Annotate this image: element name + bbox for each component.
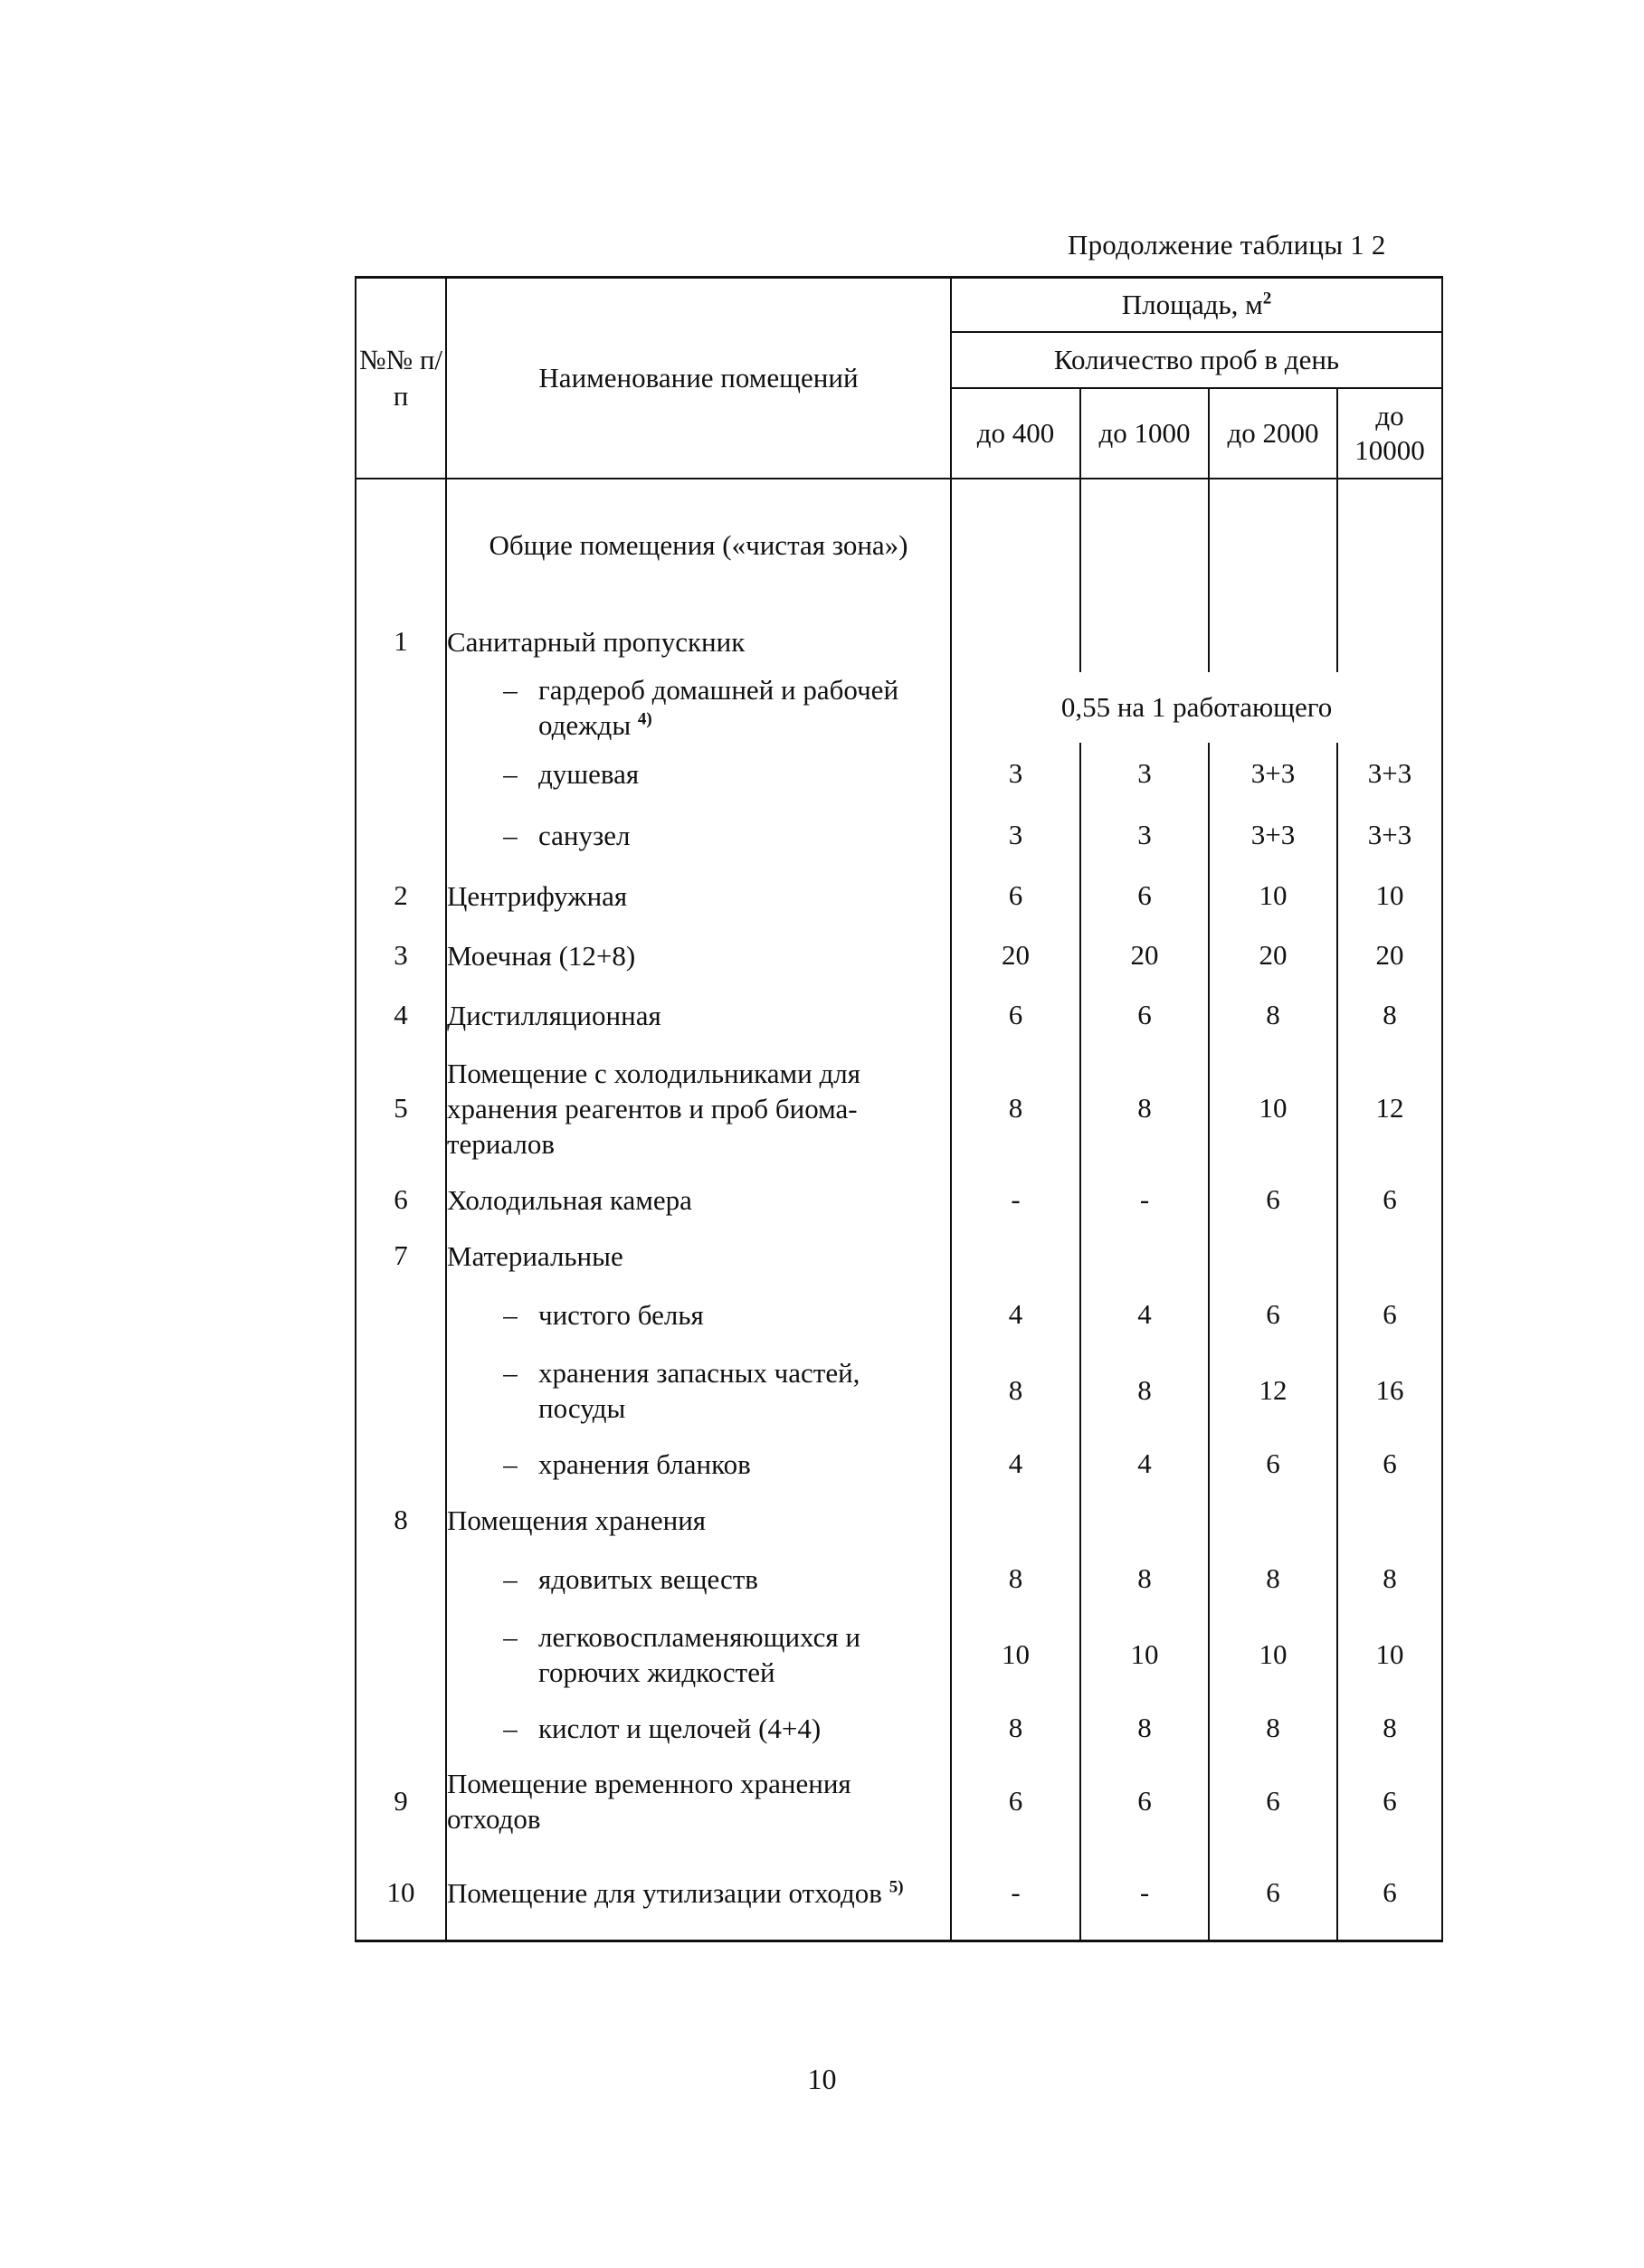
row-value-col-3: 12: [1337, 1045, 1442, 1172]
header-number: №№ п/п: [356, 278, 446, 479]
row-name-text: чистого белья: [538, 1298, 704, 1331]
row-name-text: санузел: [538, 819, 631, 851]
row-room-name: [446, 1345, 951, 1436]
table-row: [356, 672, 1442, 743]
header-area-superscript: 2: [1262, 289, 1272, 308]
row-number: 2: [356, 866, 446, 925]
row-value-col-0: [951, 1492, 1080, 1548]
row-value-col-3: 10: [1337, 1609, 1442, 1700]
row-value-col-1: 6: [1080, 985, 1209, 1045]
row-value-col-3: 8: [1337, 1700, 1442, 1756]
row-value-col-2: 3+3: [1209, 804, 1337, 866]
list-dash: –: [503, 674, 518, 706]
row-value-col-2: 6: [1209, 1436, 1337, 1492]
row-value-col-3: 10: [1337, 866, 1442, 925]
row-value-col-2: 10: [1209, 866, 1337, 925]
row-room-name: [446, 1436, 951, 1492]
row-value-col-1: -: [1080, 1846, 1209, 1941]
list-dash: –: [503, 1562, 518, 1595]
row-room-name: [446, 985, 951, 1045]
section-number-cell: [356, 479, 446, 611]
row-value-col-1: 4: [1080, 1436, 1209, 1492]
row-room-name: [446, 1846, 951, 1941]
row-value-col-1: 10: [1080, 1609, 1209, 1700]
row-value-col-2: 6: [1209, 1756, 1337, 1846]
row-value-col-2: 6: [1209, 1172, 1337, 1228]
row-name-text: Холодильная камера: [447, 1183, 692, 1216]
row-name-text: хранения запасных частей, посуды: [538, 1357, 860, 1424]
row-value-col-1: 8: [1080, 1045, 1209, 1172]
row-span-value: 0,55 на 1 работающего: [951, 672, 1442, 743]
row-value-col-2: 6: [1209, 1284, 1337, 1345]
row-number: 5: [356, 1045, 446, 1172]
row-number: 6: [356, 1172, 446, 1228]
row-value-col-3: 3+3: [1337, 804, 1442, 866]
row-value-col-2: [1209, 1492, 1337, 1548]
row-number: 1: [356, 611, 446, 672]
row-number: [356, 1345, 446, 1436]
row-name-text: ядовитых веществ: [538, 1562, 758, 1595]
section-title: Общие помещения («чистая зона»): [446, 479, 951, 611]
header-col-3: до 10000: [1337, 388, 1442, 479]
row-room-name: [446, 1492, 951, 1548]
row-value-col-0: 6: [951, 1756, 1080, 1846]
row-value-col-1: 8: [1080, 1345, 1209, 1436]
list-dash: –: [503, 1621, 518, 1653]
table-row: [356, 1045, 1442, 1172]
header-col-1: до 1000: [1080, 388, 1209, 479]
header-area-label: Площадь, м: [1121, 289, 1263, 320]
header-room-name: Наименование помещений: [446, 278, 951, 479]
table-row: [356, 1172, 1442, 1228]
row-number: 8: [356, 1492, 446, 1548]
row-value-col-3: 20: [1337, 925, 1442, 985]
row-number: [356, 804, 446, 866]
row-value-col-2: 8: [1209, 1700, 1337, 1756]
list-dash: –: [503, 1298, 518, 1331]
row-value-col-0: 4: [951, 1436, 1080, 1492]
row-value-col-1: [1080, 611, 1209, 672]
rooms-area-table: [355, 276, 1443, 1942]
row-number: [356, 1436, 446, 1492]
table-row: [356, 1756, 1442, 1846]
row-room-name: [446, 804, 951, 866]
row-number: [356, 743, 446, 804]
row-value-col-1: 20: [1080, 925, 1209, 985]
table-row: [356, 1492, 1442, 1548]
table-row: [356, 1846, 1442, 1941]
row-name-text: Помещение временного хранения отходов: [447, 1768, 851, 1835]
row-value-col-0: 3: [951, 804, 1080, 866]
row-room-name: [446, 866, 951, 925]
row-room-name: [446, 1228, 951, 1284]
row-number: 10: [356, 1846, 446, 1941]
row-value-col-0: 4: [951, 1284, 1080, 1345]
row-room-name: [446, 672, 951, 743]
row-value-col-1: 6: [1080, 866, 1209, 925]
header-samples-per-day: Количество проб в день: [951, 332, 1442, 388]
list-dash: –: [503, 819, 518, 851]
row-number: 4: [356, 985, 446, 1045]
list-dash: –: [503, 1712, 518, 1744]
table-row: [356, 1609, 1442, 1700]
row-value-col-3: [1337, 611, 1442, 672]
row-room-name: [446, 1756, 951, 1846]
table-row: [356, 866, 1442, 925]
row-room-name: [446, 1700, 951, 1756]
row-value-col-3: 6: [1337, 1846, 1442, 1941]
header-col-0: до 400: [951, 388, 1080, 479]
row-room-name: [446, 611, 951, 672]
row-value-col-0: 3: [951, 743, 1080, 804]
row-value-col-3: 6: [1337, 1284, 1442, 1345]
row-name-text: Дистилляционная: [447, 999, 661, 1031]
row-value-col-2: 8: [1209, 985, 1337, 1045]
table-row: [356, 925, 1442, 985]
row-value-col-1: 6: [1080, 1756, 1209, 1846]
row-number: [356, 1548, 446, 1609]
row-value-col-0: [951, 1228, 1080, 1284]
table-row: [356, 1345, 1442, 1436]
row-number: 3: [356, 925, 446, 985]
header-area: [951, 278, 1442, 333]
row-value-col-1: 8: [1080, 1700, 1209, 1756]
row-room-name: [446, 743, 951, 804]
table-row: [356, 1284, 1442, 1345]
row-number: 7: [356, 1228, 446, 1284]
row-value-col-0: 8: [951, 1548, 1080, 1609]
row-name-text: хранения бланков: [538, 1447, 751, 1480]
row-value-col-0: 8: [951, 1700, 1080, 1756]
list-dash: –: [503, 1357, 518, 1389]
row-name-text: Моечная (12+8): [447, 939, 636, 972]
row-value-col-2: 10: [1209, 1609, 1337, 1700]
row-value-col-3: 6: [1337, 1172, 1442, 1228]
row-room-name: [446, 1609, 951, 1700]
row-room-name: [446, 1172, 951, 1228]
row-name-text: Центрифужная: [447, 879, 628, 912]
row-number: [356, 672, 446, 743]
table-row: [356, 743, 1442, 804]
row-room-name: [446, 925, 951, 985]
row-name-text: гардероб домашней и рабочей одежды: [538, 674, 899, 741]
row-room-name: [446, 1284, 951, 1345]
row-value-col-3: 6: [1337, 1756, 1442, 1846]
footnote-mark: 5): [889, 1877, 904, 1897]
row-value-col-2: [1209, 611, 1337, 672]
row-value-col-0: 8: [951, 1345, 1080, 1436]
row-name-text: Санитарный пропускник: [447, 625, 746, 658]
table-continuation-label: Продолжение таблицы 1 2: [1068, 229, 1386, 261]
row-room-name: [446, 1548, 951, 1609]
row-number: [356, 1284, 446, 1345]
row-name-text: Помещение с холодильниками для хранения реагентов и проб биома-териалов: [447, 1057, 860, 1160]
row-value-col-1: 3: [1080, 804, 1209, 866]
list-dash: –: [503, 757, 518, 790]
row-value-col-3: [1337, 1492, 1442, 1548]
row-value-col-3: 6: [1337, 1436, 1442, 1492]
row-value-col-0: 8: [951, 1045, 1080, 1172]
row-value-col-1: 4: [1080, 1284, 1209, 1345]
row-value-col-1: 3: [1080, 743, 1209, 804]
row-value-col-0: -: [951, 1172, 1080, 1228]
list-dash: –: [503, 1447, 518, 1480]
row-value-col-2: 6: [1209, 1846, 1337, 1941]
table-row: [356, 1700, 1442, 1756]
row-value-col-3: 8: [1337, 985, 1442, 1045]
row-value-col-0: 20: [951, 925, 1080, 985]
row-value-col-0: [951, 611, 1080, 672]
row-value-col-0: 10: [951, 1609, 1080, 1700]
row-value-col-2: 10: [1209, 1045, 1337, 1172]
row-value-col-1: -: [1080, 1172, 1209, 1228]
table-row: [356, 985, 1442, 1045]
row-name-text: душевая: [538, 757, 640, 790]
row-value-col-0: 6: [951, 866, 1080, 925]
row-number: [356, 1700, 446, 1756]
page-number: 10: [807, 2063, 837, 2095]
table-row: [356, 804, 1442, 866]
row-value-col-1: [1080, 1492, 1209, 1548]
row-value-col-3: 16: [1337, 1345, 1442, 1436]
row-number: 9: [356, 1756, 446, 1846]
row-value-col-3: [1337, 1228, 1442, 1284]
table-row: [356, 1436, 1442, 1492]
row-value-col-0: -: [951, 1846, 1080, 1941]
row-value-col-1: [1080, 1228, 1209, 1284]
table-row: [356, 611, 1442, 672]
row-value-col-1: 8: [1080, 1548, 1209, 1609]
row-value-col-2: 8: [1209, 1548, 1337, 1609]
row-value-col-2: [1209, 1228, 1337, 1284]
header-col-2: до 2000: [1209, 388, 1337, 479]
row-value-col-0: 6: [951, 985, 1080, 1045]
row-value-col-3: 8: [1337, 1548, 1442, 1609]
row-number: [356, 1609, 446, 1700]
table-row: [356, 1228, 1442, 1284]
table-row: [356, 1548, 1442, 1609]
row-value-col-3: 3+3: [1337, 743, 1442, 804]
row-value-col-2: 20: [1209, 925, 1337, 985]
row-value-col-2: 3+3: [1209, 743, 1337, 804]
row-name-text: кислот и щелочей (4+4): [538, 1712, 822, 1744]
row-room-name: [446, 1045, 951, 1172]
row-name-text: Помещение для утилизации отходов: [447, 1876, 882, 1909]
row-name-text: легковоспламеняющихся и горючих жидкостей: [538, 1621, 861, 1688]
row-value-col-2: 12: [1209, 1345, 1337, 1436]
row-name-text: Материальные: [447, 1239, 623, 1272]
footnote-mark: 4): [637, 709, 652, 729]
row-name-text: Помещения хранения: [447, 1504, 707, 1536]
